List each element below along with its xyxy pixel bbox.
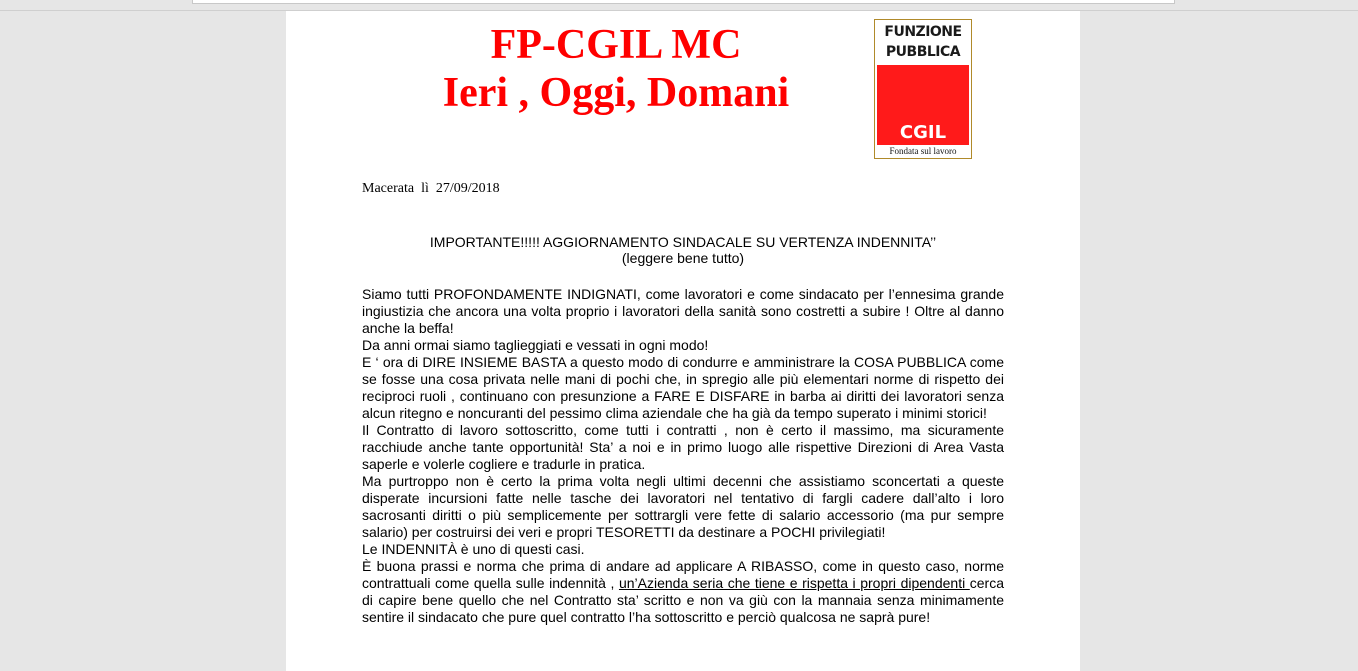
logo-line-1: FUNZIONE [884,24,962,40]
title-line-2: Ieri , Oggi, Domani [442,70,790,116]
heading-line-1: IMPORTANTE!!!!! AGGIORNAMENTO SINDACALE SU VERTENZA INDENNITA’’ [429,234,937,250]
document-page [286,11,1080,671]
body-text: cerca di capire bene quello che nel Contratto sta’ scritto e non va giù con la mannaia senza minimamente sentire il sindacato che pure quel contratto l’ha sottoscritto e perciò qualcosa ne saprà pure! [362,575,1004,625]
body-paragraph: Ma purtroppo non è certo la prima volta negli ultimi decenni che assistiamo sconcertati a queste disperate incursioni fatte nelle tasche dei lavoratori nel tentativo di fargli cadere dall’alto i loro sacrosanti diritti o più semplicemente per sottrargli vere fette di salario accessorio (ma pur sempre salario) per costruirsi dei veri e propri TESORETTI da destinare a POCHI privilegiati! [362,473,1004,540]
logo-line-2: PUBBLICA [885,44,961,60]
heading-line-2: (leggere bene tutto) [621,250,745,266]
logo-brand: CGIL [899,122,947,143]
notice-heading [362,234,1004,266]
body-paragraph: Siamo tutti PROFONDAMENTE INDIGNATI, come lavoratori e come sindacato per l’ennesima grande ingiustizia che ancora una volta proprio i lavoratori della sanità sono costretti a subire ! Oltre al danno anche la beffa! [362,286,1004,336]
body-text: È buona prassi e norma che prima di andare ad applicare A RIBASSO, come in questo caso, norme contrattuali come quella sulle indennità , [362,558,1004,591]
body-paragraph: E ‘ ora di DIRE INSIEME BASTA a questo modo di condurre e amministrare la COSA PUBBLICA come se fosse una cosa privata nelle mani di pochi che, in spregio alle più elementari norme di rispetto dei reciproci ruoli , continuano con presunzione a FARE E DISFARE in barba ai diritti dei lavoratori senza alcun ritegno e noncuranti del pessimo clima aziendale che ha già da tempo superato i minimi storici! [362,354,1004,421]
logo-tagline: Fondata sul lavoro [889,146,957,156]
body-paragraph: Da anni ormai siamo taglieggiati e vessati in ogni modo! [362,337,709,353]
logo-red-block [877,65,969,145]
document-date: Macerata lì 27/09/2018 [362,181,500,196]
logo-text [875,20,971,66]
body-paragraph: Le INDENNITÀ è uno di questi casi. [362,541,585,557]
viewer-toolbar-box [192,0,1175,4]
body-paragraph [362,558,1004,626]
viewer-top-bar [0,0,1358,11]
body-paragraph: Il Contratto di lavoro sottoscritto, come tutti i contratti , non è certo il massimo, ma sicuramente racchiude anche tante opportunità! Sta’ a noi e in primo luogo alle rispettive Direzioni di Area Vasta saperle e volerle cogliere e tradurle in pratica. [362,422,1004,472]
fp-cgil-logo [874,19,972,159]
document-body [362,286,1004,626]
document-title [416,21,816,117]
title-line-1: FP-CGIL MC [490,22,742,68]
underlined-text: un’Azienda seria che tiene e rispetta i propri dipendenti [618,575,970,591]
